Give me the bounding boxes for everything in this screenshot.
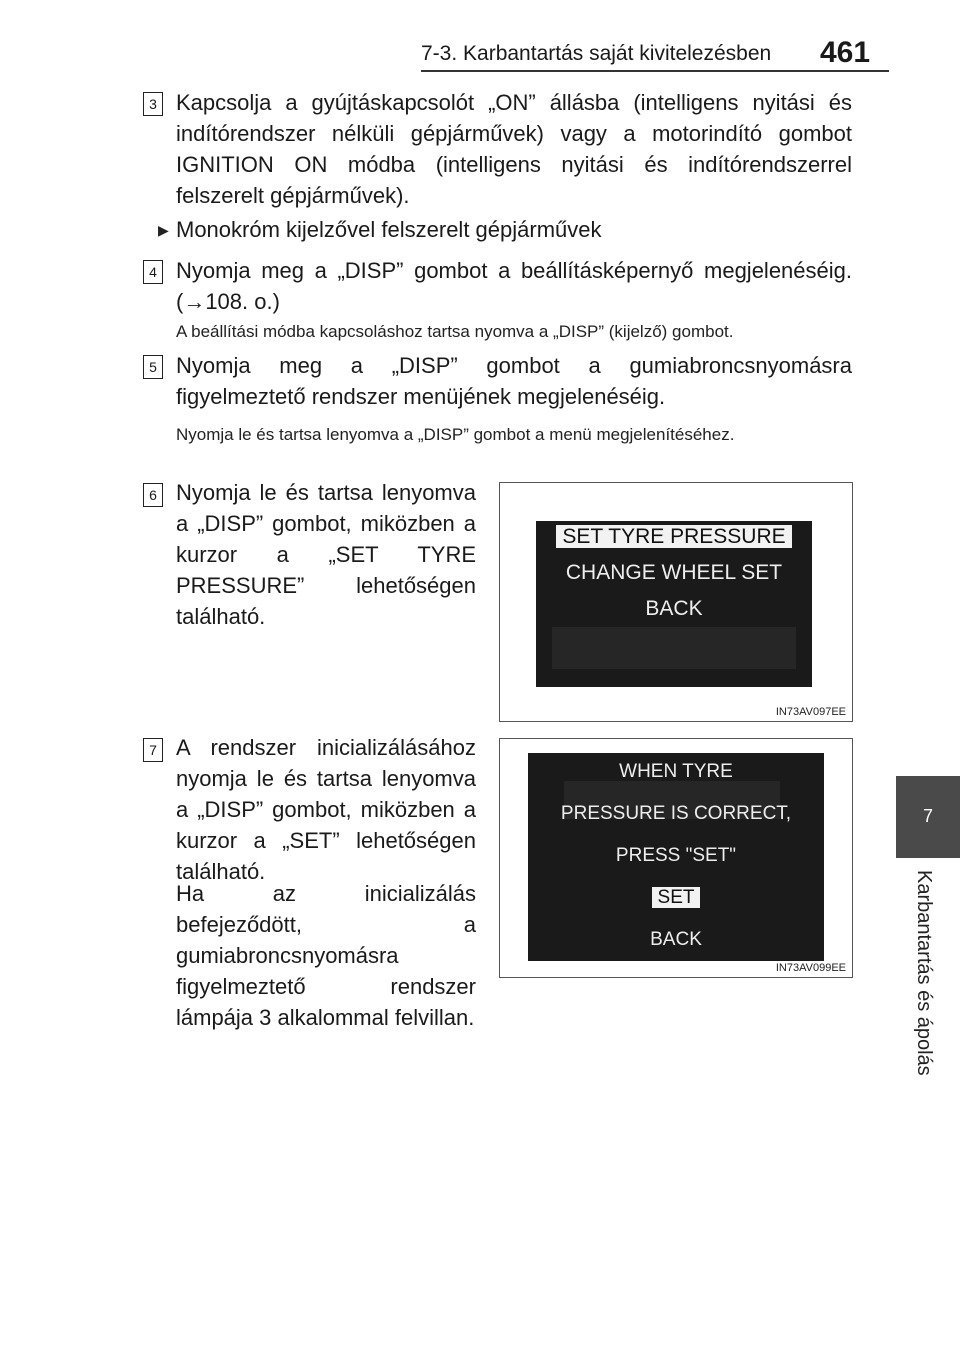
step-5-note: Nyomja le és tartsa lenyomva a „DISP” gombot a menü megjelenítéséhez. bbox=[176, 425, 735, 444]
menu-item-change-wheel-set: CHANGE WHEEL SET bbox=[565, 561, 783, 584]
page-number: 461 bbox=[820, 36, 871, 69]
message-line-3: PRESS "SET" bbox=[615, 845, 737, 866]
step-6-text: Nyomja le és tartsa lenyomva a „DISP” gombot, miközben a kurzor a „SET TYRE PRESSURE” lehetőségen található. bbox=[176, 480, 476, 629]
triangle-bullet-icon: ▶ bbox=[158, 222, 169, 238]
screen-band bbox=[552, 627, 796, 669]
chapter-number: 7 bbox=[922, 806, 933, 826]
figure-code: IN73AV097EE bbox=[775, 706, 846, 718]
menu-item-set-tyre-pressure: SET TYRE PRESSURE bbox=[536, 525, 812, 549]
step-4-text: Nyomja meg a „DISP” gombot a beállításképernyő megjelenéséig. (→108. o.) bbox=[176, 258, 852, 314]
chapter-tab bbox=[896, 776, 960, 858]
figure-code: IN73AV099EE bbox=[775, 962, 846, 974]
menu-item-back: BACK bbox=[645, 597, 703, 620]
section-title: 7-3. Karbantartás saját kivitelezésben bbox=[421, 42, 772, 65]
subheading: Monokróm kijelzővel felszerelt gépjárművek bbox=[176, 217, 602, 242]
step-5-text: Nyomja meg a „DISP” gombot a gumiabroncsnyomásra figyelmeztető rendszer menüjének megjelenéséig. bbox=[176, 353, 852, 409]
step-7-result: Ha az inicializálás befejeződött, a gumiabroncsnyomásra figyelmeztető rendszer lámpája 3 alkalommal felvillan. bbox=[176, 881, 476, 1030]
step-number-6: 6 bbox=[143, 483, 163, 507]
chapter-label: Karbantartás és ápolás bbox=[913, 870, 935, 1076]
step-number-5: 5 bbox=[143, 355, 163, 379]
menu-item-back: BACK bbox=[650, 929, 702, 950]
step-3-text: Kapcsolja a gyújtáskapcsolót „ON” állásba (intelligens nyitási és indítórendszer nélküli gépjárművek) vagy a motorindító gombot IGNITION ON módba (intelligens nyitási és indítórendszerrel felszerelt gépjárművek). bbox=[176, 90, 852, 208]
message-line-2: PRESSURE IS CORRECT, bbox=[560, 803, 792, 824]
message-line-1: WHEN TYRE bbox=[619, 761, 733, 782]
step-number-4: 4 bbox=[143, 260, 163, 284]
display-screen bbox=[528, 753, 824, 961]
step-number-7: 7 bbox=[143, 738, 163, 762]
display-screen bbox=[536, 521, 812, 687]
header-rule bbox=[421, 70, 889, 72]
menu-item-set: SET bbox=[528, 887, 824, 909]
step-number-3: 3 bbox=[143, 92, 163, 116]
figure-set-tyre-pressure bbox=[499, 482, 853, 722]
step-4-note: A beállítási módba kapcsoláshoz tartsa nyomva a „DISP” (kijelző) gombot. bbox=[176, 322, 734, 341]
step-7-text: A rendszer inicializálásához nyomja le és tartsa lenyomva a „DISP” gombot, miközben a kurzor a „SET” lehetőségen található. bbox=[176, 735, 476, 884]
figure-set-confirm bbox=[499, 738, 853, 978]
